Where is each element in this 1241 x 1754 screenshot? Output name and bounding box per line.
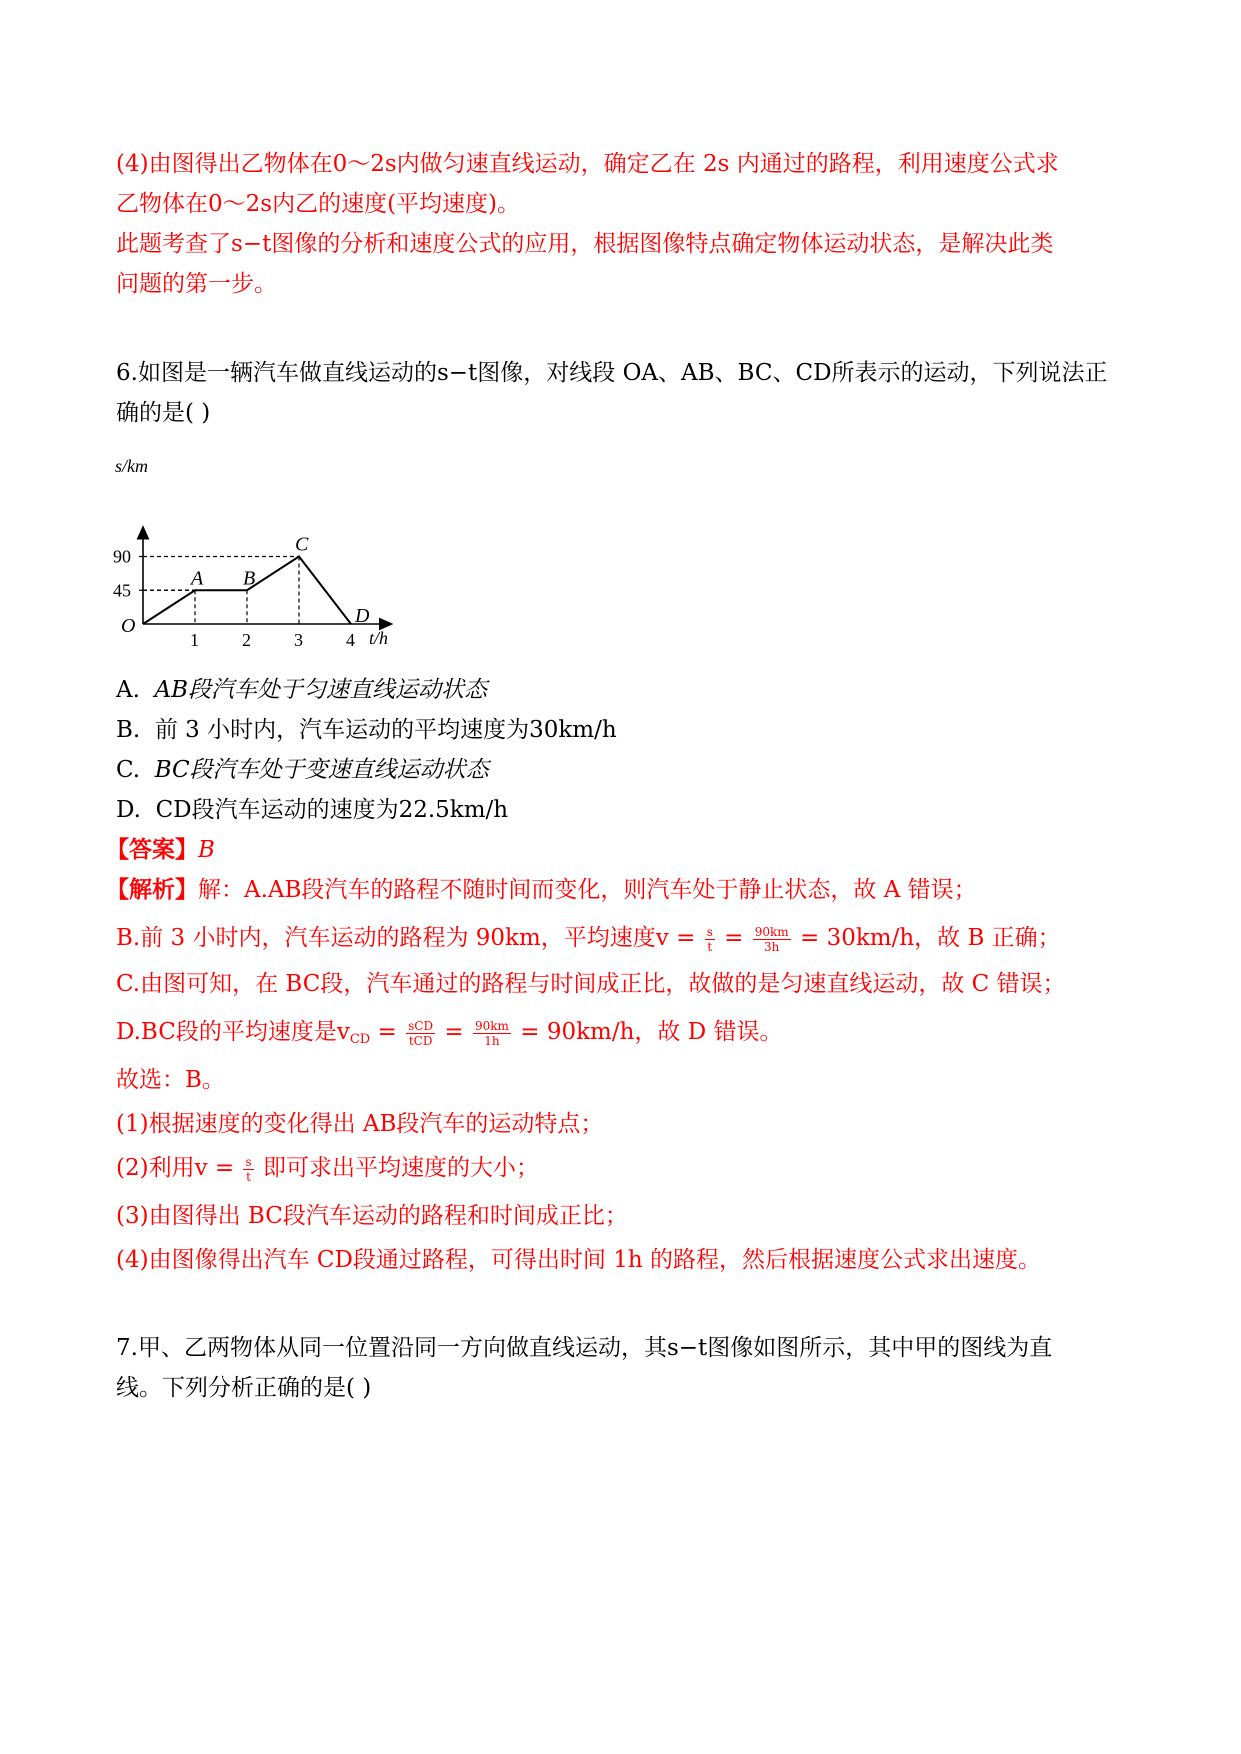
prev-step-4-line1: (4)由图得出乙物体在0～2s内做匀速直线运动，确定乙在 2s 内通过的路程，利用速度公式求 [116, 151, 1059, 177]
analysis-d-pre: D.BC段的平均速度是v [116, 1019, 350, 1045]
option-a-text: AB段汽车处于匀速直线运动状态 [154, 677, 488, 703]
origin-label: O [121, 615, 136, 637]
option-a-key: A. [116, 677, 140, 703]
q6-option-d [116, 794, 508, 826]
q6-tip-1: (1)根据速度的变化得出 AB段汽车的运动特点； [116, 1111, 604, 1137]
option-b-key: B. [116, 717, 141, 743]
q6-stem-line1: 6.如图是一辆汽车做直线运动的s−t图像，对线段 OA、AB、BC、CD所表示的运动，下列说法正 [116, 360, 1108, 386]
prev-summary-line1: 此题考查了s−t图像的分析和速度公式的应用，根据图像特点确定物体运动状态，是解决此类 [116, 231, 1054, 257]
y-axis-label: s/km [115, 456, 148, 476]
option-d-text: CD段汽车运动的速度为22.5km/h [155, 797, 509, 823]
analysis-a-text: 解：A.AB段汽车的路程不随时间而变化，则汽车处于静止状态，故 A 错误； [198, 877, 977, 903]
analysis-d-post: = 90km/h，故 D 错误。 [520, 1019, 783, 1045]
fraction-s-over-t: $\frac{s}{t}$ [706, 924, 713, 954]
answer-label: 【答案】 [106, 836, 198, 863]
equals-sign: = [724, 925, 744, 951]
st-chart [110, 442, 410, 657]
q6-analysis-d [116, 1016, 782, 1056]
prev-summary-line2: 问题的第一步。 [116, 271, 277, 297]
equals-sign: = [444, 1019, 464, 1045]
q7-stem-line2: 线。下列分析正确的是( ) [116, 1375, 372, 1401]
q6-option-a [116, 674, 487, 706]
fraction-90km-over-3h: $\frac{90km}{3h}$ [754, 924, 789, 954]
fraction-s-over-t-tip: $\frac{s}{t}$ [245, 1154, 252, 1184]
q6-tip-2 [116, 1152, 539, 1184]
analysis-b-post: = 30km/h，故 B 正确； [800, 925, 1061, 951]
q6-option-c [116, 754, 489, 786]
q6-tip-3: (3)由图得出 BC段汽车运动的路程和时间成正比； [116, 1203, 628, 1229]
y-tick-label: 45 [113, 580, 131, 601]
fraction-scd-over-tcd: $\frac{\text{sCD}}{\text{tCD}}$ [408, 1018, 434, 1048]
q6-analysis-a [106, 874, 977, 906]
fraction-90km-over-1h: $\frac{90km}{1h}$ [475, 1018, 509, 1048]
point-label-A: A [191, 567, 204, 590]
chart-ticks [113, 547, 355, 651]
q6-stem-line2: 确的是( ) [116, 400, 211, 426]
x-tick-label: 1 [190, 630, 199, 650]
option-d-key: D. [116, 797, 141, 823]
q6-analysis-b [116, 922, 1061, 954]
q7-stem-line1: 7.甲、乙两物体从同一位置沿同一方向做直线运动，其s−t图像如图所示，其中甲的图线为直 [116, 1335, 1053, 1361]
point-label-C: C [295, 533, 309, 556]
prev-step-4-line2: 乙物体在0～2s内乙的速度(平均速度)。 [116, 191, 521, 217]
q6-analysis-c: C.由图可知，在 BC段，汽车通过的路程与时间成正比，故做的是匀速直线运动，故 C 错误； [116, 971, 1066, 997]
option-c-text: BC段汽车处于变速直线运动状态 [154, 757, 489, 783]
x-tick-label: 3 [294, 630, 303, 650]
point-label-D: D [355, 605, 370, 627]
analysis-label: 【解析】 [106, 876, 198, 903]
analysis-b-pre: B.前 3 小时内，汽车运动的路程为 90km，平均速度v = [116, 925, 696, 951]
x-tick-label: 2 [242, 630, 251, 650]
y-tick-label: 90 [113, 546, 131, 567]
tip2-post: 即可求出平均速度的大小； [262, 1155, 539, 1181]
equals-sign: = [377, 1019, 397, 1045]
option-b-text: 前 3 小时内，汽车运动的平均速度为30km/h [154, 717, 617, 743]
option-c-key: C. [116, 757, 141, 783]
q6-option-b [116, 714, 617, 746]
q6-tip-4: (4)由图像得出汽车 CD段通过路程，可得出时间 1h 的路程，然后根据速度公式求出速度。 [116, 1247, 1041, 1273]
tip2-pre: (2)利用v = [116, 1155, 235, 1181]
analysis-d-sub: CD [349, 1032, 371, 1047]
point-label-B: B [243, 567, 256, 590]
x-axis-label: t/h [369, 628, 389, 648]
q6-choose: 故选：B。 [116, 1067, 225, 1093]
x-tick-label: 4 [346, 630, 355, 650]
q6-answer [106, 834, 215, 866]
answer-value: B [198, 837, 215, 863]
